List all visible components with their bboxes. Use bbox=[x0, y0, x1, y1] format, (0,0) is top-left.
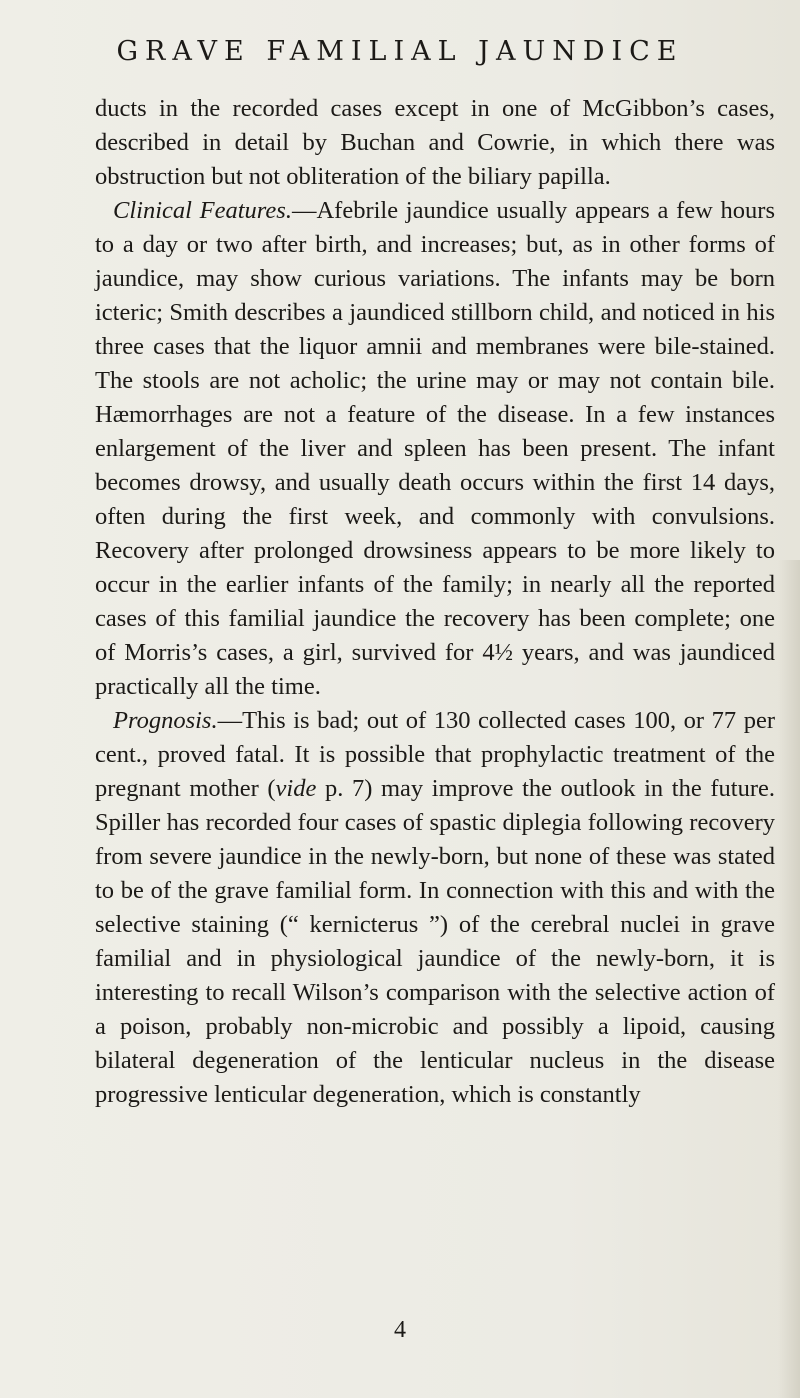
page-edge-shading bbox=[778, 560, 800, 1398]
prognosis-text-part2: p. 7) may improve the outlook in the future. Spiller has recorded four cases of spastic diplegia following recovery from severe jaundice in the newly-born, but none of these was stated to be of the grave familial form. In connection with this and with the selective staining (“ kernicterus ”) of the cerebral nuclei in grave familial and in physiological jaundice of the newly-born, it is interesting to recall Wilson’s comparison with the selective action of a poison, probably non-microbic and possibly a lipoid, causing bilateral degeneration of the lenticular nucleus in the disease progressive lenticular degeneration, which is constantly bbox=[95, 775, 775, 1108]
prognosis-text-part1: —This is bad; out of 130 collected cases 100, or 77 per cent., proved fatal. It is possible that prophylactic treatment of the pregnant mother ( bbox=[95, 707, 775, 802]
clinical-features-text: —Afebrile jaundice usually appears a few hours to a day or two after birth, and increases; but, as in other forms of jaundice, may show curious variations. The infants may be born icteric; Smith describes a jaundiced stillborn child, and noticed in his three cases that the liquor amnii and membranes were bile-stained. The stools are not acholic; the urine may or may not contain bile. Hæmorrhages are not a feature of the disease. In a few instances enlargement of the liver and spleen has been present. The infant becomes drowsy, and usually death occurs within the first 14 days, often during the first week, and commonly with convulsions. Recovery after prolonged drowsiness appears to be more likely to occur in the earlier infants of the family; in nearly all the reported cases of this familial jaundice the recovery has been complete; one of Morris’s cases, a girl, survived for 4½ years, and was jaundiced practically all the time. bbox=[95, 197, 775, 700]
section-heading-prognosis: Prognosis. bbox=[113, 707, 218, 734]
paragraph-clinical-features bbox=[95, 194, 775, 704]
section-heading-clinical-features: Clinical Features. bbox=[113, 197, 292, 224]
paragraph-continuation: ducts in the recorded cases except in one of McGibbon’s cases, described in detail by Buchan and Cowrie, in which there was obstruction but not obliteration of the biliary papilla. bbox=[95, 95, 775, 190]
vide-reference: vide bbox=[275, 775, 317, 802]
page-number: 4 bbox=[394, 1317, 406, 1343]
running-title: GRAVE FAMILIAL JAUNDICE bbox=[116, 36, 684, 67]
page-body bbox=[95, 92, 775, 1112]
paragraph-prognosis bbox=[95, 704, 775, 1112]
